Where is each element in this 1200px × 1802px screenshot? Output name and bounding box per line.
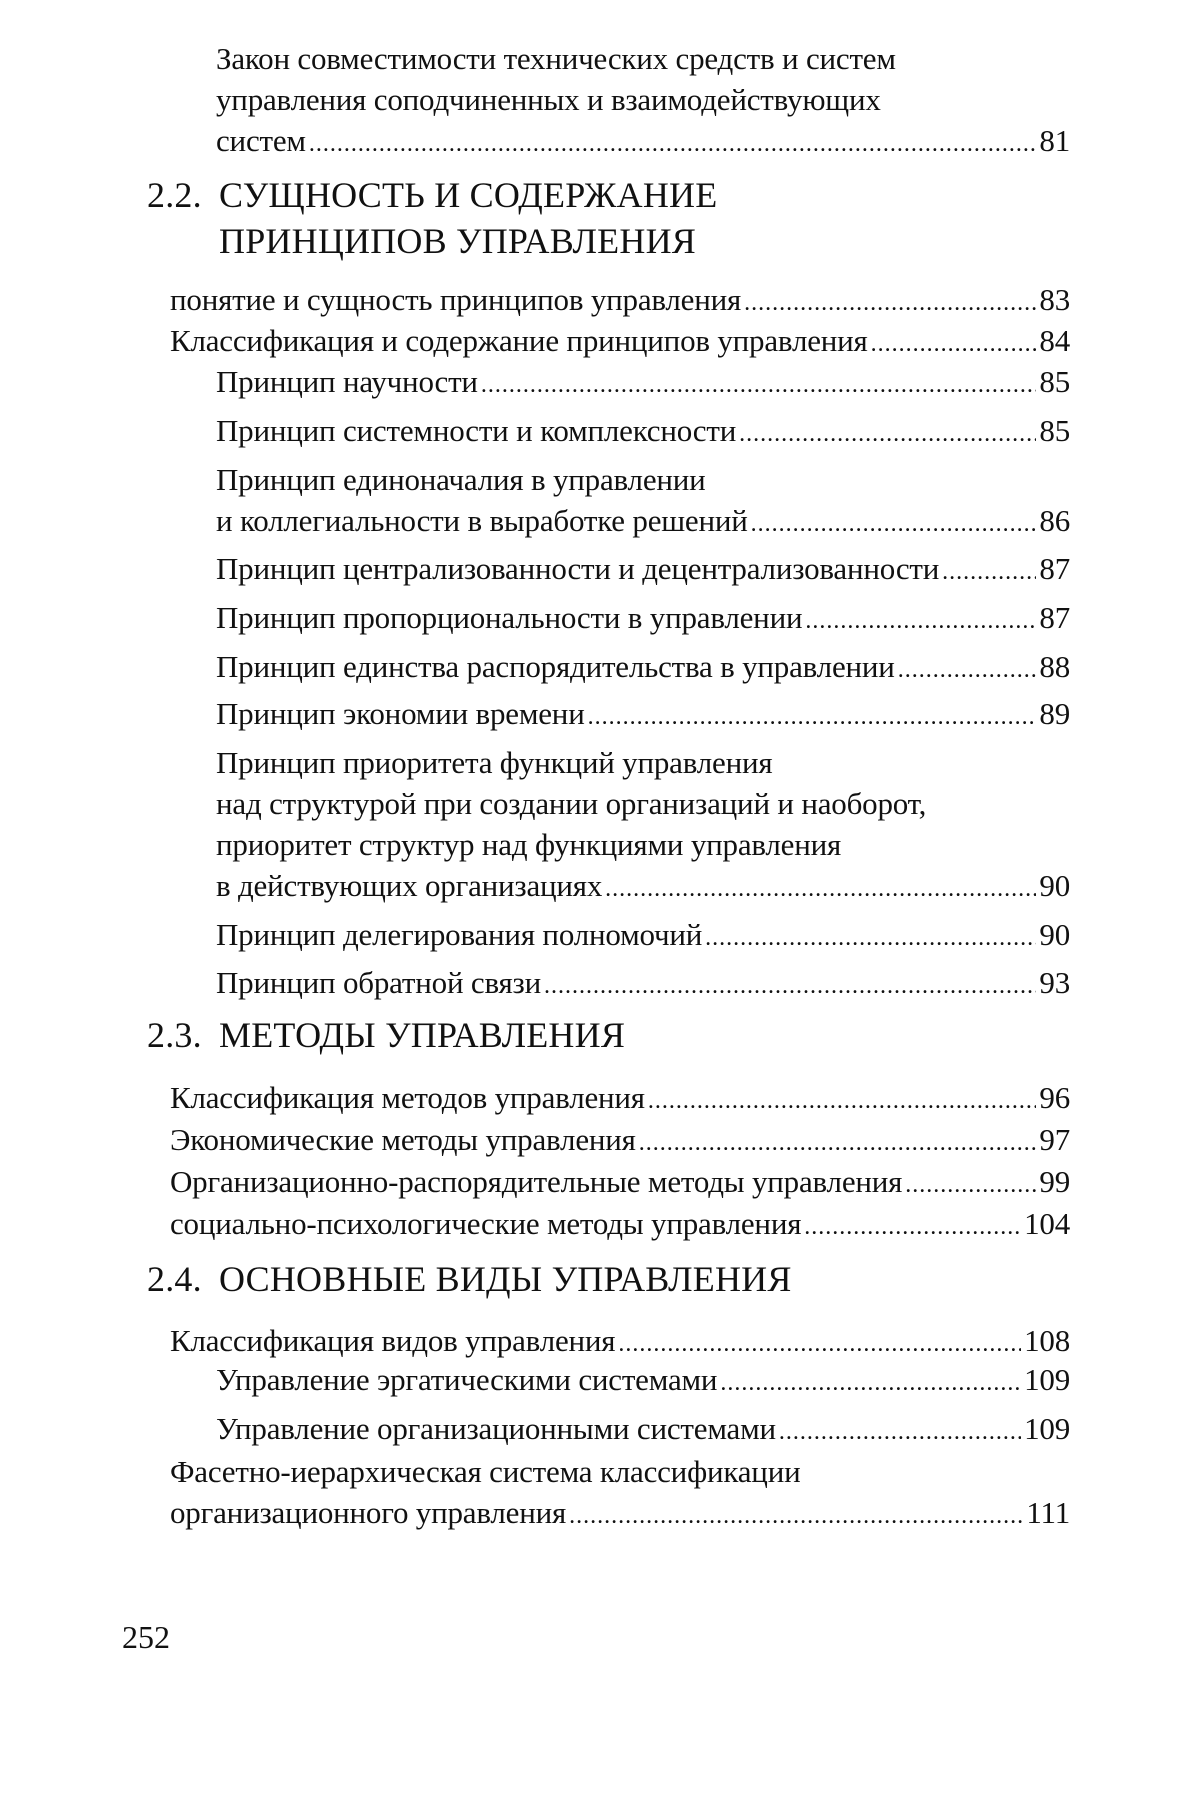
dot-leader	[779, 1412, 1021, 1453]
dot-leader	[804, 1207, 1021, 1248]
toc-entry-text-line: управления соподчиненных и взаимодействующих	[216, 82, 881, 117]
toc-entry	[170, 1119, 1070, 1164]
toc-entry	[216, 646, 1070, 691]
toc-entry-text-line: Принцип единства распорядительства в управлении	[216, 649, 895, 684]
toc-entry	[216, 693, 1070, 738]
toc-entry-text-line: Принцип приоритета функций управления	[216, 745, 773, 780]
toc-page-number: 96	[1039, 1080, 1070, 1115]
toc-entry-text-line: социально-психологические методы управления	[170, 1206, 802, 1241]
toc-page-number: 88	[1039, 649, 1070, 684]
toc-entry-text-line: и коллегиальности в выработке решений	[216, 503, 748, 538]
toc-entry-text-line: Экономические методы управления	[170, 1122, 636, 1157]
toc-entry-text-line: Управление эргатическими системами	[216, 1362, 718, 1397]
toc-entry-text-line: систем	[216, 123, 306, 158]
toc-page-number: 84	[1039, 323, 1070, 358]
toc-entry	[216, 361, 1070, 406]
toc-entry-text-line: Принцип пропорциональности в управлении	[216, 600, 803, 635]
toc-entry-text-line: Принцип единоначалия в управлении	[216, 462, 706, 497]
dot-leader	[309, 124, 1037, 165]
toc-entry-text-line: Принцип делегирования полномочий	[216, 917, 703, 952]
toc-entry	[216, 548, 1070, 593]
toc-entry	[216, 459, 1070, 545]
toc-entry-text-line: организационного управления	[170, 1495, 567, 1530]
toc-entry-text-line: приоритет структур над функциями управления	[216, 827, 842, 862]
toc-entry-text-line: Принцип обратной связи	[216, 965, 541, 1000]
toc-entry	[170, 1451, 1070, 1537]
toc-entry	[216, 914, 1070, 959]
dot-leader	[605, 869, 1036, 910]
toc-entry-text-line: Принцип экономии времени	[216, 696, 585, 731]
dot-leader	[744, 283, 1036, 324]
toc-entry-text-line: понятие и сущность принципов управления	[170, 282, 742, 317]
toc-page-number: 108	[1024, 1323, 1070, 1358]
section-heading	[147, 1256, 1047, 1302]
toc-page-number: 90	[1039, 868, 1070, 903]
toc-entry-text-line: Организационно-распорядительные методы управления	[170, 1164, 903, 1199]
toc-entry	[216, 1408, 1070, 1453]
toc-entry	[170, 1161, 1070, 1206]
toc-entry-text-line: в действующих организациях	[216, 868, 603, 903]
toc-page-number: 89	[1039, 696, 1070, 731]
toc-entry-text-line: Принцип системности и комплексности	[216, 413, 737, 448]
toc-page-number: 87	[1039, 551, 1070, 586]
section-title-line: МЕТОДЫ УПРАВЛЕНИЯ	[219, 1015, 626, 1055]
toc-page-number: 97	[1039, 1122, 1070, 1157]
toc-page-number: 83	[1039, 282, 1070, 317]
dot-leader	[569, 1496, 1023, 1537]
section-number: 2.2.	[147, 175, 202, 215]
section-number: 2.3.	[147, 1015, 202, 1055]
toc-entry-text-line: Классификация видов управления	[170, 1323, 616, 1358]
toc-entry-text-line: Закон совместимости технических средств и систем	[216, 41, 896, 76]
toc-page-number: 85	[1039, 413, 1070, 448]
dot-leader	[588, 697, 1037, 738]
section-title-line: ОСНОВНЫЕ ВИДЫ УПРАВЛЕНИЯ	[219, 1259, 792, 1299]
dot-leader	[705, 918, 1036, 959]
toc-entry-text-line: Классификация и содержание принципов управления	[170, 323, 868, 358]
toc-entry	[170, 1077, 1070, 1122]
toc-page-number: 104	[1024, 1206, 1070, 1241]
toc-entry	[170, 320, 1070, 365]
toc-page-number: 109	[1024, 1411, 1070, 1446]
dot-leader	[942, 552, 1036, 593]
toc-entry-text-line: Принцип научности	[216, 364, 478, 399]
dot-leader	[648, 1081, 1037, 1122]
toc-entry-text-line: Фасетно-иерархическая система классификации	[170, 1454, 801, 1489]
section-heading	[147, 1012, 1047, 1058]
section-number: 2.4.	[147, 1259, 202, 1299]
section-title-line: СУЩНОСТЬ И СОДЕРЖАНИЕ	[219, 175, 718, 215]
toc-entry	[216, 410, 1070, 455]
toc-page-number: 86	[1039, 503, 1070, 538]
dot-leader	[905, 1165, 1036, 1206]
dot-leader	[898, 650, 1037, 691]
toc-page-number: 85	[1039, 364, 1070, 399]
dot-leader	[720, 1363, 1021, 1404]
toc-page-number: 111	[1026, 1495, 1070, 1530]
toc-page-number: 81	[1039, 123, 1070, 158]
dot-leader	[481, 365, 1037, 406]
section-heading	[147, 172, 1047, 264]
toc-entry	[216, 1359, 1070, 1404]
toc-entry-text-line: Классификация методов управления	[170, 1080, 645, 1115]
toc-page-number: 99	[1039, 1164, 1070, 1199]
page-number: 252	[122, 1619, 170, 1655]
toc-page-number: 109	[1024, 1362, 1070, 1397]
dot-leader	[639, 1123, 1037, 1164]
toc-page-number: 93	[1039, 965, 1070, 1000]
toc-page-number: 87	[1039, 600, 1070, 635]
toc-entry-text-line: Управление организационными системами	[216, 1411, 776, 1446]
toc-entry-text-line: Принцип централизованности и децентрализованности	[216, 551, 940, 586]
dot-leader	[871, 324, 1037, 365]
dot-leader	[751, 504, 1037, 545]
toc-entry	[216, 597, 1070, 642]
toc-page-number: 90	[1039, 917, 1070, 952]
toc-entry	[170, 1203, 1070, 1248]
section-title-line: ПРИНЦИПОВ УПРАВЛЕНИЯ	[219, 221, 696, 261]
toc-entry	[216, 742, 1070, 910]
dot-leader	[544, 966, 1036, 1007]
toc-entry	[216, 38, 1070, 165]
toc-entry	[216, 962, 1070, 1007]
toc-entry	[170, 279, 1070, 324]
toc-entry-text-line: над структурой при создании организаций и наоборот,	[216, 786, 927, 821]
dot-leader	[739, 414, 1036, 455]
dot-leader	[805, 601, 1036, 642]
